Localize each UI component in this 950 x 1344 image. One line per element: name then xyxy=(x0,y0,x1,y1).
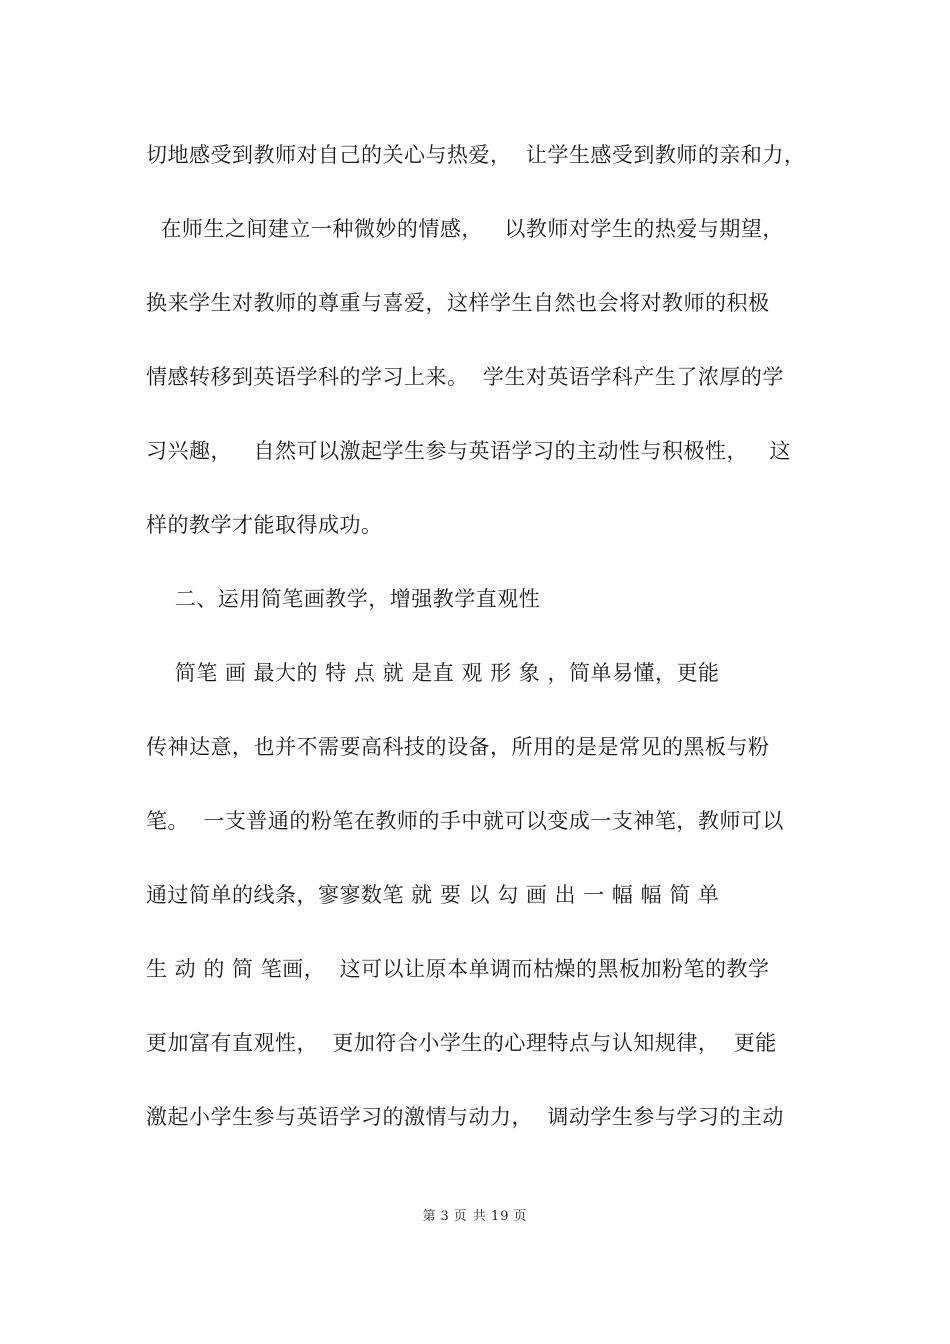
body-line-2: 在师生之间建立一种微妙的情感， 以教师对学生的热爱与期望， xyxy=(146,217,784,241)
body-line-3: 换来学生对教师的尊重与喜爱，这样学生自然也会将对教师的积极 xyxy=(146,291,770,315)
body-line-11: 通过简单的线条，寥寥数笔 就 要 以 勾 画 出 一 幅 幅 简 单 xyxy=(146,883,720,907)
footer-middle: 页 共 xyxy=(453,1209,487,1224)
section-heading: 二、运用简笔画教学，增强教学直观性 xyxy=(146,587,541,611)
footer-prefix: 第 xyxy=(422,1209,437,1224)
footer-page-number: 3 xyxy=(440,1209,450,1224)
page-footer xyxy=(0,1208,950,1226)
body-line-8: 简笔 画 最大的 特 点 就 是直 观 形 象 ，简单易懂，更能 xyxy=(146,661,720,685)
footer-suffix: 页 xyxy=(513,1209,528,1224)
body-line-4: 情感转移到英语学科的学习上来。 学生对英语学科产生了浓厚的学 xyxy=(146,365,784,389)
body-line-10: 笔。 一支普通的粉笔在教师的手中就可以变成一支神笔，教师可以 xyxy=(146,809,784,833)
body-line-5: 习兴趣， 自然可以激起学生参与英语学习的主动性与积极性， 这 xyxy=(146,439,792,463)
body-line-9: 传神达意，也并不需要高科技的设备，所用的是是常见的黑板与粉 xyxy=(146,735,770,759)
body-line-1: 切地感受到教师对自己的关心与热爱， 让学生感受到教师的亲和力， xyxy=(146,143,806,167)
body-line-13: 更加富有直观性， 更加符合小学生的心理特点与认知规律， 更能 xyxy=(146,1031,777,1055)
body-line-14: 激起小学生参与英语学习的激情与动力， 调动学生参与学习的主动 xyxy=(146,1105,784,1129)
body-line-6: 样的教学才能取得成功。 xyxy=(146,513,383,537)
body-line-12: 生 动 的 简 笔画， 这可以让原本单调而枯燥的黑板加粉笔的教学 xyxy=(146,957,770,981)
footer-total-pages: 19 xyxy=(490,1209,510,1224)
